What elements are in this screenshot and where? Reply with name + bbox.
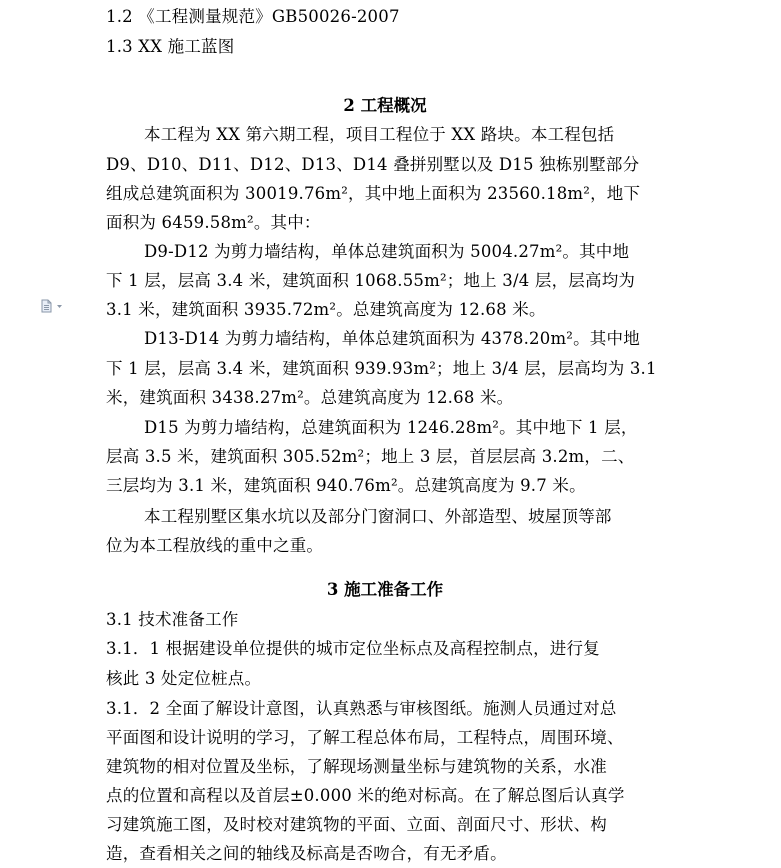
section-2-paragraph-4-line: 三层均为 3.1 米，建筑面积 940.76m²。总建筑高度为 9.7 米。 [106, 476, 586, 495]
section-2-heading: 2 工程概况 [343, 96, 427, 115]
item-3-1-2-line: 造，查看相关之间的轴线及标高是否吻合，有无矛盾。 [106, 844, 507, 863]
subsection-3-1-heading: 3.1 技术准备工作 [106, 610, 239, 629]
section-2-paragraph-4-line: 层高 3.5 米，建筑面积 305.52m²；地上 3 层，首层层高 3.2m，二、 [106, 447, 635, 466]
document-icon[interactable] [40, 299, 66, 313]
section-2-paragraph-5-line: 位为本工程放线的重中之重。 [106, 536, 324, 555]
item-3-1-1-line: 核此 3 处定位桩点。 [106, 669, 262, 688]
section-2-paragraph-4-line: D15 为剪力墙结构，总建筑面积为 1246.28m²。其中地下 1 层， [144, 418, 638, 437]
section-3-heading: 3 施工准备工作 [326, 580, 444, 599]
section-2-paragraph-1-line: 本工程为 XX 第六期工程，项目工程位于 XX 路块。本工程包括 [144, 125, 615, 144]
section-2-paragraph-1-line: 组成总建筑面积为 30019.76m²，其中地上面积为 23560.18m²，地下 [106, 184, 641, 203]
item-3-1-2-line: 点的位置和高程以及首层±0.000 米的绝对标高。在了解总图后认真学 [106, 786, 625, 805]
section-2-paragraph-3-line: 米，建筑面积 3438.27m²。总建筑高度为 12.68 米。 [106, 388, 514, 407]
section-2-paragraph-2-line: 3.1 米，建筑面积 3935.72m²。总建筑高度为 12.68 米。 [106, 300, 546, 319]
item-3-1-2-line: 3.1．2 全面了解设计意图，认真熟悉与审核图纸。施测人员通过对总 [106, 699, 617, 718]
reference-1-2: 1.2 《工程测量规范》GB50026-2007 [106, 7, 400, 26]
item-3-1-2-line: 平面图和设计说明的学习，了解工程总体布局，工程特点，周围环境、 [106, 728, 624, 747]
section-2-paragraph-3-line: 下 1 层，层高 3.4 米，建筑面积 939.93m²；地上 3/4 层，层高均为 3.1 [106, 359, 657, 378]
section-2-paragraph-2-line: 下 1 层，层高 3.4 米，建筑面积 1068.55m²；地上 3/4 层，层高均为 [106, 271, 636, 290]
section-2-paragraph-1-line: 面积为 6459.58m²。其中： [106, 213, 321, 232]
item-3-1-2-line: 建筑物的相对位置及坐标，了解现场测量坐标与建筑物的关系，水准 [106, 757, 607, 776]
item-3-1-2-line: 习建筑施工图，及时校对建筑物的平面、立面、剖面尺寸、形状、构 [106, 815, 607, 834]
item-3-1-1-line: 3.1．1 根据建设单位提供的城市定位坐标点及高程控制点，进行复 [106, 639, 600, 658]
section-2-paragraph-2-line: D9-D12 为剪力墙结构，单体总建筑面积为 5004.27m²。其中地 [144, 242, 630, 261]
reference-1-3: 1.3 XX 施工蓝图 [106, 37, 235, 56]
section-2-paragraph-3-line: D13-D14 为剪力墙结构，单体总建筑面积为 4378.20m²。其中地 [144, 329, 640, 348]
section-2-paragraph-1-line: D9、D10、D11、D12、D13、D14 叠拼别墅以及 D15 独栋别墅部分 [106, 155, 640, 174]
section-2-paragraph-5-line: 本工程别墅区集水坑以及部分门窗洞口、外部造型、坡屋顶等部 [144, 507, 612, 526]
